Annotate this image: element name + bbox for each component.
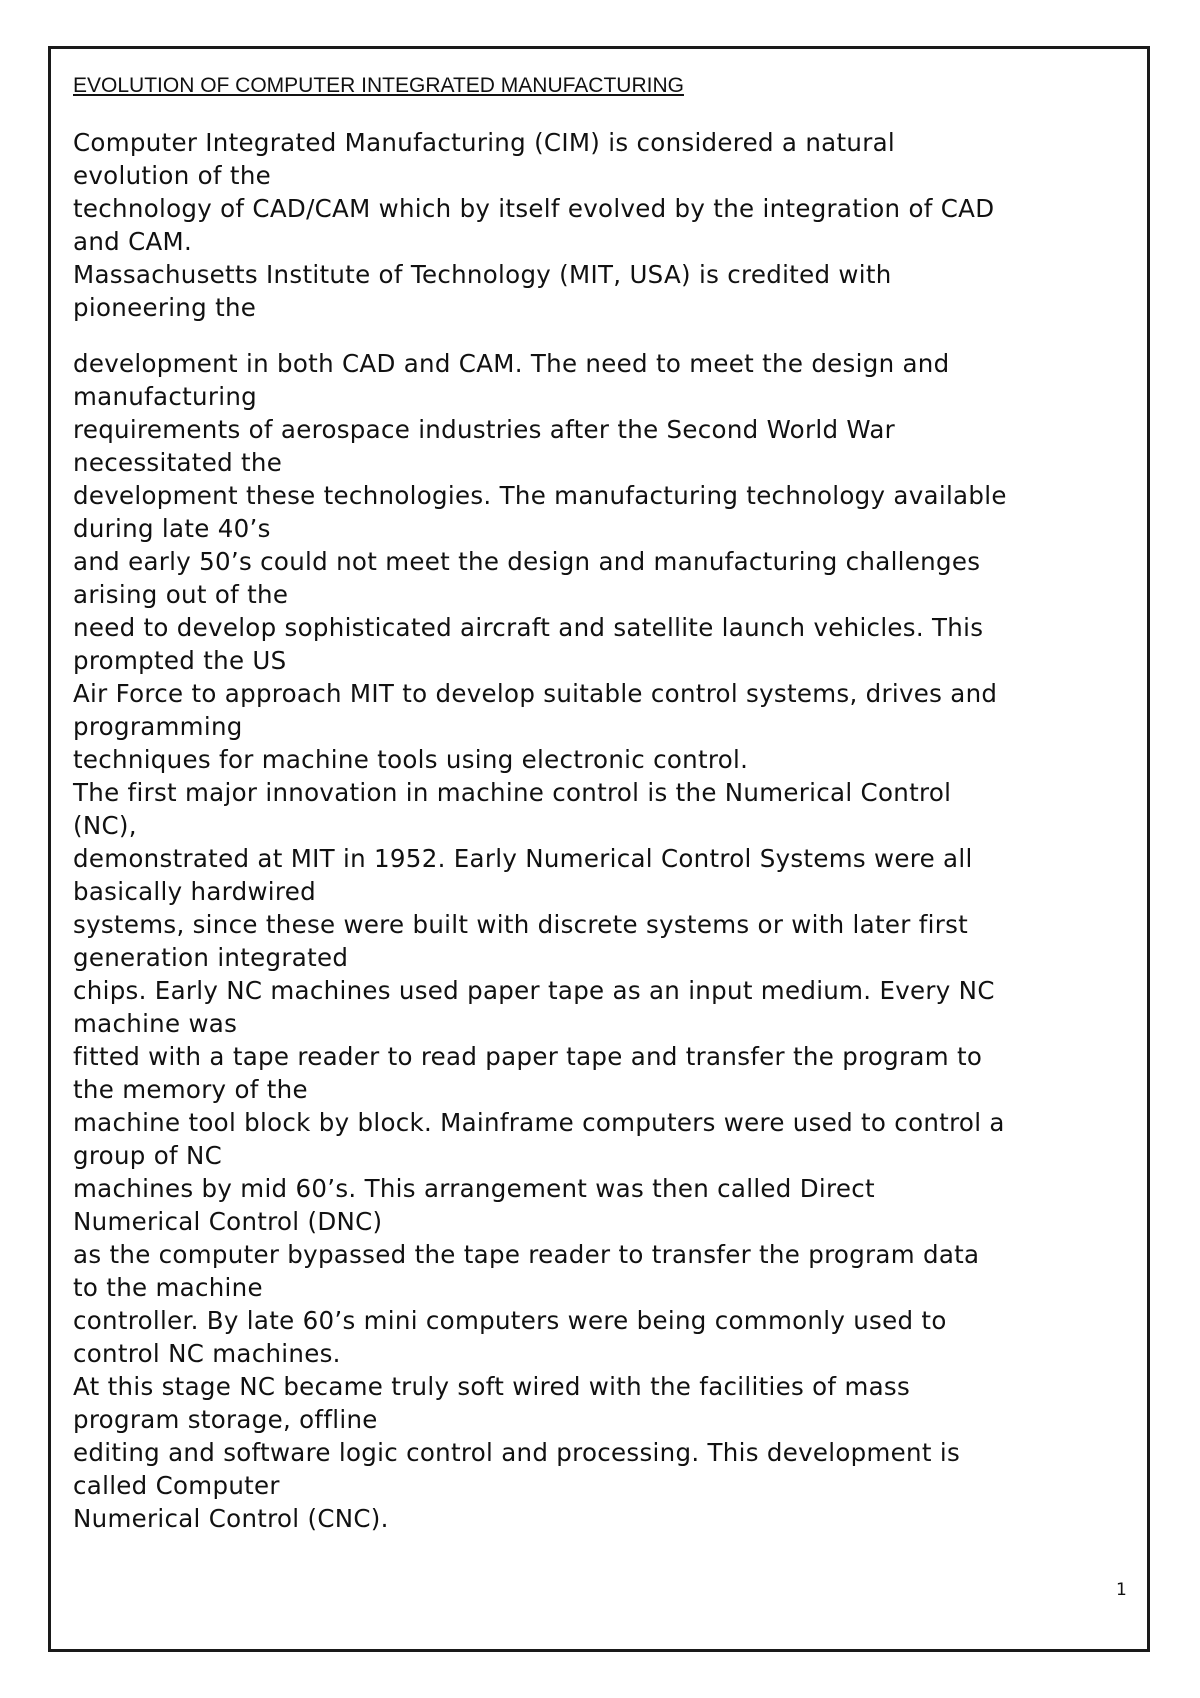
body-line: demonstrated at MIT in 1952. Early Numerical Control Systems were all	[73, 844, 973, 873]
body-line: techniques for machine tools using electronic control.	[73, 745, 749, 774]
body-line: necessitated the	[73, 448, 283, 477]
body-line: basically hardwired	[73, 877, 316, 906]
body-line: systems, since these were built with discrete systems or with later first	[73, 910, 969, 939]
body-line: Numerical Control (DNC)	[73, 1207, 383, 1236]
document-body	[73, 126, 1133, 1535]
body-line: manufacturing	[73, 382, 258, 411]
body-line: editing and software logic control and processing. This development is	[73, 1438, 961, 1467]
body-line: and CAM.	[73, 227, 193, 256]
body-line: machine tool block by block. Mainframe computers were used to control a	[73, 1108, 1005, 1137]
body-line: technology of CAD/CAM which by itself evolved by the integration of CAD	[73, 194, 995, 223]
body-line: program storage, offline	[73, 1405, 378, 1434]
body-line: The first major innovation in machine control is the Numerical Control	[73, 778, 952, 807]
body-line: Numerical Control (CNC).	[73, 1504, 389, 1533]
body-line: prompted the US	[73, 646, 287, 675]
body-line: machine was	[73, 1009, 238, 1038]
body-line: called Computer	[73, 1471, 280, 1500]
body-line: fitted with a tape reader to read paper tape and transfer the program to	[73, 1042, 983, 1071]
body-line: machines by mid 60’s. This arrangement was then called Direct	[73, 1174, 875, 1203]
body-line: controller. By late 60’s mini computers were being commonly used to	[73, 1306, 947, 1335]
body-line: Computer Integrated Manufacturing (CIM) is considered a natural	[73, 128, 896, 157]
page-number: 1	[1116, 1580, 1127, 1600]
body-line: At this stage NC became truly soft wired with the facilities of mass	[73, 1372, 911, 1401]
body-line: Massachusetts Institute of Technology (MIT, USA) is credited with	[73, 260, 892, 289]
body-line: Air Force to approach MIT to develop suitable control systems, drives and	[73, 679, 998, 708]
body-line: control NC machines.	[73, 1339, 341, 1368]
body-line: chips. Early NC machines used paper tape as an input medium. Every NC	[73, 976, 995, 1005]
body-line: generation integrated	[73, 943, 349, 972]
body-line: to the machine	[73, 1273, 263, 1302]
body-line: programming	[73, 712, 243, 741]
body-line: during late 40’s	[73, 514, 271, 543]
body-line: and early 50’s could not meet the design and manufacturing challenges	[73, 547, 981, 576]
body-line: need to develop sophisticated aircraft and satellite launch vehicles. This	[73, 613, 984, 642]
body-line: as the computer bypassed the tape reader to transfer the program data	[73, 1240, 980, 1269]
body-line: the memory of the	[73, 1075, 308, 1104]
body-line: evolution of the	[73, 161, 272, 190]
body-line: development in both CAD and CAM. The need to meet the design and	[73, 349, 950, 378]
body-line: requirements of aerospace industries after the Second World War	[73, 415, 896, 444]
body-line: pioneering the	[73, 293, 257, 322]
body-line: group of NC	[73, 1141, 223, 1170]
body-line: arising out of the	[73, 580, 289, 609]
body-line: (NC),	[73, 811, 137, 840]
document-title: EVOLUTION OF COMPUTER INTEGRATED MANUFACTURING	[73, 74, 684, 97]
body-line: development these technologies. The manufacturing technology available	[73, 481, 1007, 510]
